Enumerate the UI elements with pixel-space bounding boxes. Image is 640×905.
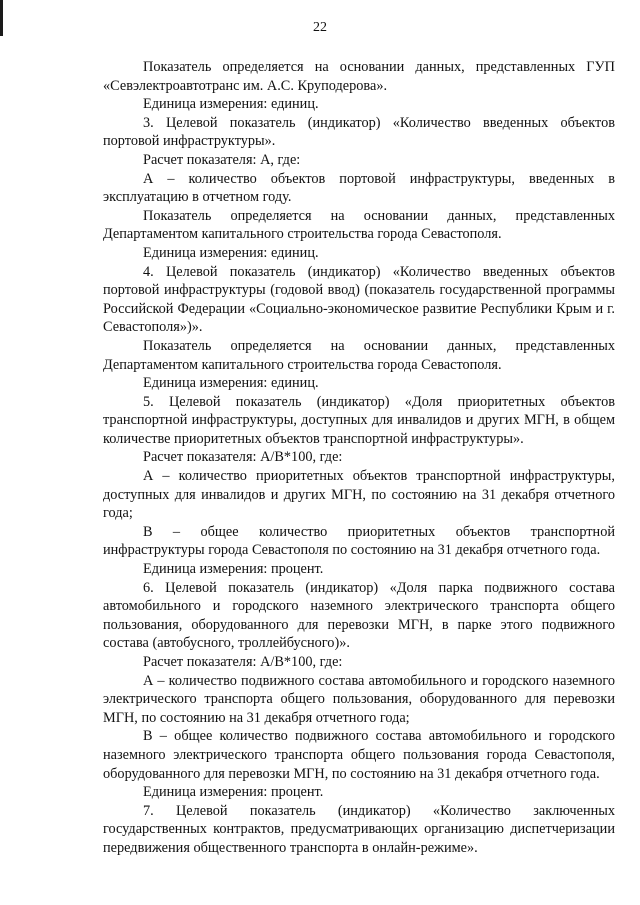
paragraph-definition-b: В – общее количество приоритетных объектов транспортной инфраструктуры города Севастополя по состоянию на 31 декабря отчетного года. bbox=[103, 523, 615, 559]
paragraph-calculation: Расчет показателя: А/В*100, где: bbox=[143, 654, 343, 670]
paragraph-indicator-6: 6. Целевой показатель (индикатор) «Доля парка подвижного состава автомобильного и городского наземного электрического транспорта общего пользования, оборудованного для перевозки МГН, в парке этого подвижного состава (автобусного, троллейбусного)». bbox=[103, 579, 615, 652]
paragraph-calculation: Расчет показателя: А/В*100, где: bbox=[143, 449, 343, 466]
paragraph-calculation: Расчет показателя: А, где: bbox=[143, 151, 301, 168]
paragraph-source-department: Показатель определяется на основании данных, представленных Департаментом капитального строительства города Севастополя. bbox=[103, 337, 615, 373]
paragraph-unit: Единица измерения: процент. bbox=[143, 561, 324, 578]
paragraph-indicator-7: 7. Целевой показатель (индикатор) «Количество заключенных государственных контрактов, предусматривающих организацию диспетчеризации передвижения общественного транспорта в онлайн-режиме». bbox=[103, 802, 615, 856]
paragraph-definition-a: А – количество объектов портовой инфраструктуры, введенных в эксплуатацию в отчетном году. bbox=[103, 170, 615, 206]
paragraph-unit: Единица измерения: единиц. bbox=[143, 96, 319, 113]
page-number: 22 bbox=[313, 20, 327, 35]
paragraph-definition-a: А – количество приоритетных объектов транспортной инфраструктуры, доступных для инвалидов и других МГН, по состоянию на 31 декабря отчетного года; bbox=[103, 468, 615, 522]
paragraph-source-department: Показатель определяется на основании данных, представленных Департаментом капитального строительства города Севастополя. bbox=[103, 207, 615, 243]
paragraph-unit: Единица измерения: процент. bbox=[143, 784, 324, 801]
paragraph-source-sevelectroavtotrans: Показатель определяется на основании данных, представленных ГУП «Севэлектроавтотранс им. А.С. Круподерова». bbox=[103, 59, 615, 94]
paragraph-indicator-3: 3. Целевой показатель (индикатор) «Количество введенных объектов портовой инфраструктуры». bbox=[103, 114, 615, 150]
paragraph-definition-a: А – количество подвижного состава автомобильного и городского наземного электрического транспорта общего пользования, оборудованного для перевозки МГН, по состоянию на 31 декабря отчетного года; bbox=[103, 672, 615, 726]
paragraph-unit: Единица измерения: единиц. bbox=[143, 244, 319, 261]
paragraph-indicator-5: 5. Целевой показатель (индикатор) «Доля приоритетных объектов транспортной инфраструктуры, доступных для инвалидов и других МГН, в общем количестве приоритетных объектов транспортной инфраструктуры». bbox=[103, 393, 615, 447]
paragraph-definition-b: В – общее количество подвижного состава автомобильного и городского наземного электрического транспорта общего пользования города Севастополя, оборудованного для перевозки МГН, по состоянию на 31 декабря отчетного года. bbox=[103, 728, 615, 782]
paragraph-unit: Единица измерения: единиц. bbox=[143, 375, 319, 392]
document-body bbox=[103, 58, 615, 858]
paragraph-indicator-4: 4. Целевой показатель (индикатор) «Количество введенных объектов портовой инфраструктуры (годовой ввод) (показатель государственной программы Российской Федерации «Социально-экономическое развитие Республики Крым и г. Севастополя»)». bbox=[103, 263, 615, 336]
